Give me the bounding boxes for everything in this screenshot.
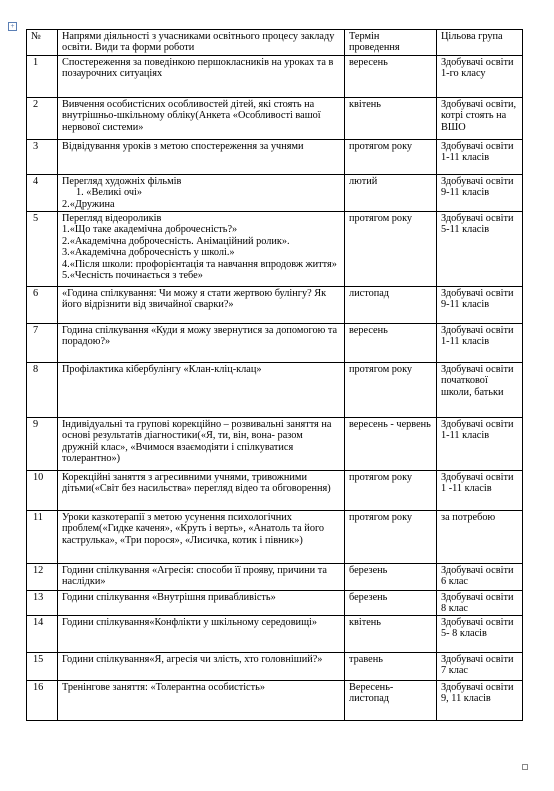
- header-activity: Напрями діяльності з учасниками освітнього процесу закладу освіти. Види та форми роботи: [58, 30, 345, 56]
- row-number: 16: [27, 680, 58, 720]
- activity-line: «Година спілкування: Чи можу я стати жертвою булінгу? Як його відрізнити від звичайної сварки?»: [62, 288, 327, 311]
- term-cell: листопад: [345, 287, 437, 324]
- table-row: [27, 418, 523, 471]
- activity-line: 1.«Що таке академічна доброчесність?»: [62, 224, 238, 236]
- target-group-cell: Здобувачі освіти, котрі стоять на ВШО: [437, 98, 523, 140]
- table-row: [27, 511, 523, 564]
- activity-line: Перегляд художніх фільмів: [62, 176, 182, 187]
- row-number: 15: [27, 652, 58, 680]
- header-num: №: [27, 30, 58, 56]
- table-row: [27, 591, 523, 616]
- activity-line: Години спілкування«Я, агресія чи злість, хто головніший?»: [62, 653, 323, 665]
- activity-line: 3.«Академічна доброчесність у школі.»: [62, 247, 235, 259]
- row-number: 14: [27, 615, 58, 652]
- target-group-cell: Здобувачі освіти 9-11 класів: [437, 175, 523, 212]
- row-number: 3: [27, 140, 58, 175]
- target-group-cell: Здобувачі освіти 1-11 класів: [437, 140, 523, 175]
- table-row: [27, 471, 523, 511]
- activity-cell: [58, 418, 345, 471]
- activity-cell: [58, 680, 345, 720]
- row-number: 7: [27, 324, 58, 363]
- target-group-cell: Здобувачі освіти 5-11 класів: [437, 212, 523, 287]
- term-cell: квітень: [345, 98, 437, 140]
- activity-line: Вивчення особистісних особливостей дітей, які стоять на внутрішньо-шкільному обліку(Анкета «Особливості вашої нервової системи»: [62, 99, 321, 133]
- activity-line: Спостереження за поведінкою першокласників на уроках та в позаурочних ситуаціях: [62, 57, 334, 80]
- term-cell: березень: [345, 591, 437, 616]
- activity-line: 5.«Чесність починається з тебе»: [62, 270, 203, 282]
- activity-line: 2.«Дружина: [62, 198, 115, 210]
- term-cell: вересень: [345, 56, 437, 98]
- activity-table: [26, 29, 523, 721]
- table-row: [27, 56, 523, 98]
- activity-line: Відвідування уроків з метою спостереження за учнями: [62, 141, 304, 152]
- target-group-cell: Здобувачі освіти 1-го класу: [437, 56, 523, 98]
- activity-line: Профілактика кібербулінгу «Клан-кліц-клац»: [62, 364, 262, 375]
- activity-cell: [58, 511, 345, 564]
- term-cell: протягом року: [345, 212, 437, 287]
- activity-line: Години спілкування«Конфлікти у шкільному середовищі»: [62, 616, 318, 628]
- activity-cell: [58, 471, 345, 511]
- activity-line: 1. «Великі очі»: [76, 187, 143, 199]
- activity-line: Година спілкування «Куди я можу звернутися за допомогою та порадою?»: [62, 325, 338, 348]
- term-cell: березень: [345, 564, 437, 591]
- term-cell: протягом року: [345, 511, 437, 564]
- target-group-cell: Здобувачі освіти 1-11 класів: [437, 324, 523, 363]
- term-cell: травень: [345, 652, 437, 680]
- activity-line: 4.«Після школи: профорієнтація та навчання впродовж життя»: [62, 258, 337, 270]
- row-number: 1: [27, 56, 58, 98]
- header-target: Цільова група: [437, 30, 523, 56]
- target-group-cell: за потребою: [437, 511, 523, 564]
- header-row: [27, 30, 523, 56]
- activity-line: Корекційні заняття з агресивними учнями, тривожними дітьми(«Світ без насильства» перегляд відео та обговорення): [62, 472, 331, 495]
- term-cell: Вересень-листопад: [345, 680, 437, 720]
- table-resize-handle-icon[interactable]: [522, 764, 528, 770]
- table-row: [27, 564, 523, 591]
- activity-line: Тренінгове заняття: «Толерантна особистість»: [62, 681, 265, 693]
- activity-cell: [58, 140, 345, 175]
- target-group-cell: Здобувачі освіти 8 клас: [437, 591, 523, 616]
- activity-line: 2.«Академічна доброчесність. Анімаційний ролик».: [62, 235, 290, 247]
- term-cell: протягом року: [345, 140, 437, 175]
- term-cell: протягом року: [345, 363, 437, 418]
- activity-line: Години спілкування «Внутрішня привабливість»: [62, 592, 276, 603]
- activity-cell: [58, 564, 345, 591]
- activity-line: Перегляд відеороликів: [62, 213, 162, 224]
- table-row: [27, 212, 523, 287]
- term-cell: лютий: [345, 175, 437, 212]
- table-row: [27, 287, 523, 324]
- row-number: 2: [27, 98, 58, 140]
- term-cell: вересень - червень: [345, 418, 437, 471]
- row-number: 9: [27, 418, 58, 471]
- table-row: [27, 140, 523, 175]
- target-group-cell: Здобувачі освіти 5- 8 класів: [437, 615, 523, 652]
- row-number: 4: [27, 175, 58, 212]
- table-row: [27, 324, 523, 363]
- activity-cell: [58, 652, 345, 680]
- activity-cell: [58, 287, 345, 324]
- activity-line: Уроки казкотерапії з метою усунення психологічних проблем(«Гидке каченя», «Круть і верть», «Анатоль та його каструлька», «Три порося», «Лисичка, котик і півник»): [62, 512, 325, 546]
- table-row: [27, 175, 523, 212]
- term-cell: вересень: [345, 324, 437, 363]
- term-cell: протягом року: [345, 471, 437, 511]
- row-number: 10: [27, 471, 58, 511]
- activity-cell: [58, 591, 345, 616]
- target-group-cell: Здобувачі освіти 9, 11 класів: [437, 680, 523, 720]
- target-group-cell: Здобувачі освіти 9-11 класів: [437, 287, 523, 324]
- activity-line: Години спілкування «Агресія: способи її прояву, причини та наслідки»: [62, 565, 327, 588]
- activity-cell: [58, 175, 345, 212]
- target-group-cell: Здобувачі освіти 1 -11 класів: [437, 471, 523, 511]
- activity-cell: [58, 324, 345, 363]
- activity-cell: [58, 98, 345, 140]
- activity-cell: [58, 56, 345, 98]
- table-row: [27, 363, 523, 418]
- row-number: 11: [27, 511, 58, 564]
- header-term: Термін проведення: [345, 30, 437, 56]
- activity-line: Індивідуальні та групові корекційно – розвивальні заняття на основі результатів діагностики(«Я, ти, він, вона- разом дружній клас», «Вчимося взаємодіяти і спілкуватися толерантно»): [62, 419, 332, 465]
- target-group-cell: Здобувачі освіти 6 клас: [437, 564, 523, 591]
- row-number: 5: [27, 212, 58, 287]
- table-row: [27, 652, 523, 680]
- activity-cell: [58, 615, 345, 652]
- target-group-cell: Здобувачі освіти 1-11 класів: [437, 418, 523, 471]
- target-group-cell: Здобувачі освіти початкової школи, батьки: [437, 363, 523, 418]
- row-number: 6: [27, 287, 58, 324]
- target-group-cell: Здобувачі освіти 7 клас: [437, 652, 523, 680]
- row-number: 13: [27, 591, 58, 616]
- table-row: [27, 680, 523, 720]
- table-row: [27, 615, 523, 652]
- activity-cell: [58, 363, 345, 418]
- table-move-handle-icon[interactable]: +: [8, 22, 17, 31]
- term-cell: квітень: [345, 615, 437, 652]
- table-row: [27, 98, 523, 140]
- activity-cell: [58, 212, 345, 287]
- table-body: [27, 56, 523, 721]
- row-number: 8: [27, 363, 58, 418]
- row-number: 12: [27, 564, 58, 591]
